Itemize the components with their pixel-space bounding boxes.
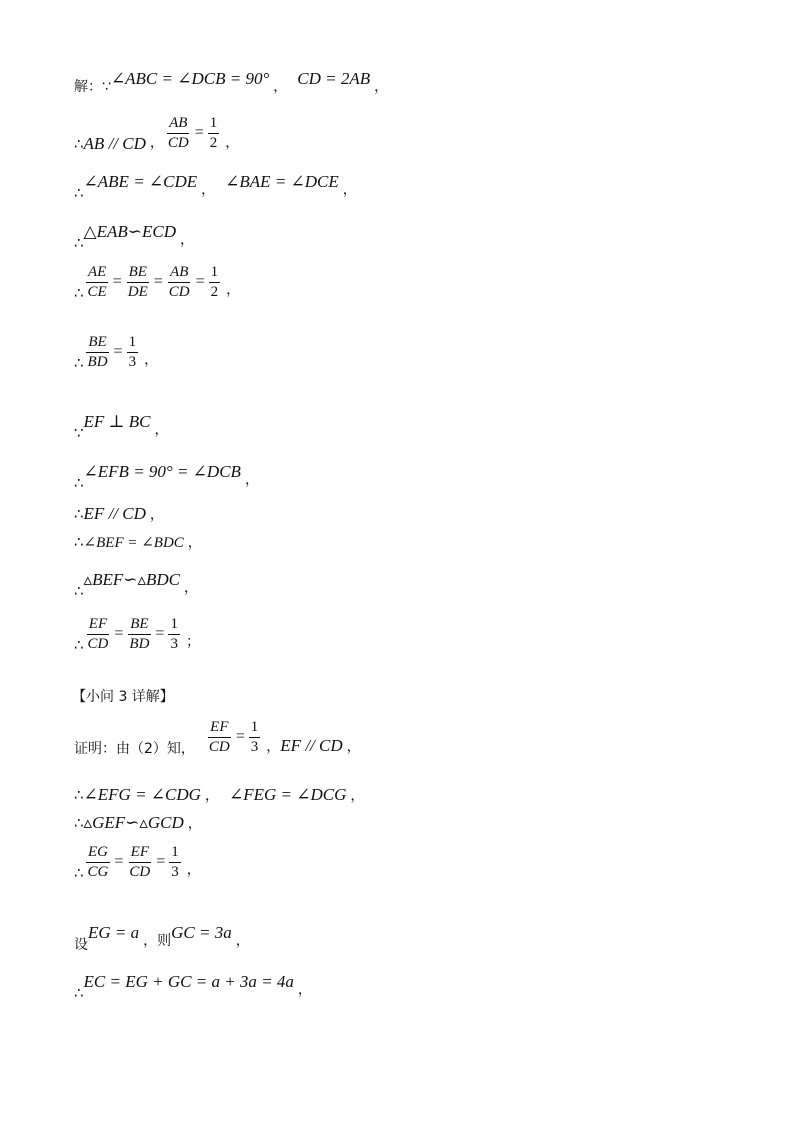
fraction: $\frac{BE}{BD}$ [87,333,108,370]
punct: ， [149,135,164,151]
step-8 [74,452,259,492]
math-expr: CD = 2AB [297,69,371,88]
therefore-symbol: ∴ [74,636,84,654]
fraction: $\frac{EF}{CD}$ [87,615,109,652]
therefore-symbol: ∴ [74,533,84,551]
therefore-symbol: ∴ [74,984,84,1002]
fraction: $\frac{EF}{CD}$ [208,718,230,755]
math-expr: EC = EG + GC = a + 3a = 4a [83,972,294,991]
fraction: $\frac{1}{2}$ [210,263,219,300]
fraction: $\frac{AB}{CD}$ [168,263,190,300]
fraction: $\frac{EF}{CD}$ [129,843,151,880]
section-title: 【小问 3 详解】 [72,689,174,705]
punct: ， [186,862,201,878]
therefore-symbol: ∴ [74,284,84,302]
fraction: $\frac{AB}{CD}$ [167,114,189,151]
step-16 [74,912,250,954]
math-expr: EF // CD [83,504,146,523]
step-12: ∴ $\frac{EF}{CD}$ = $\frac{BE}{BD}$ = $\frac{1}{3}$ ； [74,615,200,654]
math-expr: AB // CD [83,134,146,153]
fraction: $\frac{1}{3}$ [128,333,137,370]
math-expr: GC = 3a [171,923,232,942]
fraction: $\frac{1}{3}$ [171,843,179,880]
punct: ， [201,182,216,198]
punct: ， [266,739,281,755]
punct: ， [244,472,259,488]
math-expr: ∠EFG = ∠CDG [83,785,201,804]
step-15: ∴ $\frac{EG}{CG}$ = $\frac{EF}{CD}$ = $\frac{1}{3}$ ， [74,843,201,882]
punct: ， [149,507,164,523]
punct: ， [350,788,365,804]
punct: ， [184,580,199,596]
punct: ， [235,933,250,949]
therefore-symbol: ∴ [74,135,84,153]
step-7 [74,402,169,442]
punct: ， [204,788,219,804]
math-expr: EG = a [88,923,140,942]
therefore-symbol: ∴ [74,505,84,523]
step-4 [74,212,194,252]
proof-intro-line: 证明：由（2）知， $\frac{EF}{CD}$ = $\frac{1}{3}$ ， EF // CD ， [74,718,361,757]
math-expr: ∠ABE = ∠CDE [83,172,198,191]
math-expr: ∠ABC = ∠DCB = 90° [110,69,270,88]
math-expr: EF // CD [280,736,343,755]
let-prefix: 设 [74,937,88,953]
math-expr: ▵BEF∽▵BDC [83,570,181,589]
math-expr: ∠BEF = ∠BDC [83,534,184,551]
punct: ， [144,352,159,368]
equals-sign: = [194,124,204,141]
therefore-symbol: ∴ [74,582,84,600]
punct: ， [187,535,202,551]
step-3 [74,162,357,202]
punct: ， [225,135,240,151]
therefore-symbol: ∴ [74,234,84,252]
punct: ， [374,79,389,95]
fraction: $\frac{BE}{DE}$ [127,263,148,300]
fraction: $\frac{1}{3}$ [170,615,178,652]
punct: ， [187,816,202,832]
therefore-symbol: ∴ [74,354,84,372]
punct: ， [297,982,312,998]
fraction: $\frac{1}{2}$ [209,114,218,151]
step-11 [74,560,198,600]
math-expr: ∠EFB = 90° = ∠DCB [83,462,241,481]
punct: ， [346,739,361,755]
punct: ， [226,282,241,298]
step-9 [74,504,164,524]
math-expr: ∠FEG = ∠DCG [228,785,347,804]
punct: ， [273,79,288,95]
then-text: ，则 [143,933,172,949]
math-expr: ▵GEF∽▵GCD [83,813,184,832]
step-prefix: 解：∵ [74,79,111,95]
step-14 [74,813,202,833]
therefore-symbol: ∴ [74,184,84,202]
because-symbol: ∵ [74,424,84,442]
therefore-symbol: ∴ [74,864,84,882]
fraction: $\frac{BE}{BD}$ [129,615,150,652]
step-17 [74,962,312,1002]
punct: ， [180,232,195,248]
proof-intro-text: 证明：由（2）知， [74,741,195,757]
math-expr: △EAB∽ECD [83,222,177,241]
step-6: ∴ $\frac{BE}{BD}$ = $\frac{1}{3}$ ， [74,333,159,372]
step-5: ∴ $\frac{AE}{CE}$ = $\frac{BE}{DE}$ = $\frac{AB}{CD}$ = $\frac{1}{2}$ ， [74,263,241,302]
punct: ； [185,634,200,650]
punct: ， [154,422,169,438]
fraction: $\frac{EG}{CG}$ [87,843,109,880]
step-2 [74,112,239,154]
math-expr: EF ⊥ BC [83,412,151,431]
math-expr: ∠BAE = ∠DCE [225,172,339,191]
step-1 [74,62,388,96]
therefore-symbol: ∴ [74,814,84,832]
therefore-symbol: ∴ [74,474,84,492]
step-10 [74,532,202,552]
therefore-symbol: ∴ [74,786,84,804]
punct: ， [342,182,357,198]
step-13 [74,785,364,805]
fraction: $\frac{1}{3}$ [250,718,259,755]
fraction: $\frac{AE}{CE}$ [87,263,107,300]
